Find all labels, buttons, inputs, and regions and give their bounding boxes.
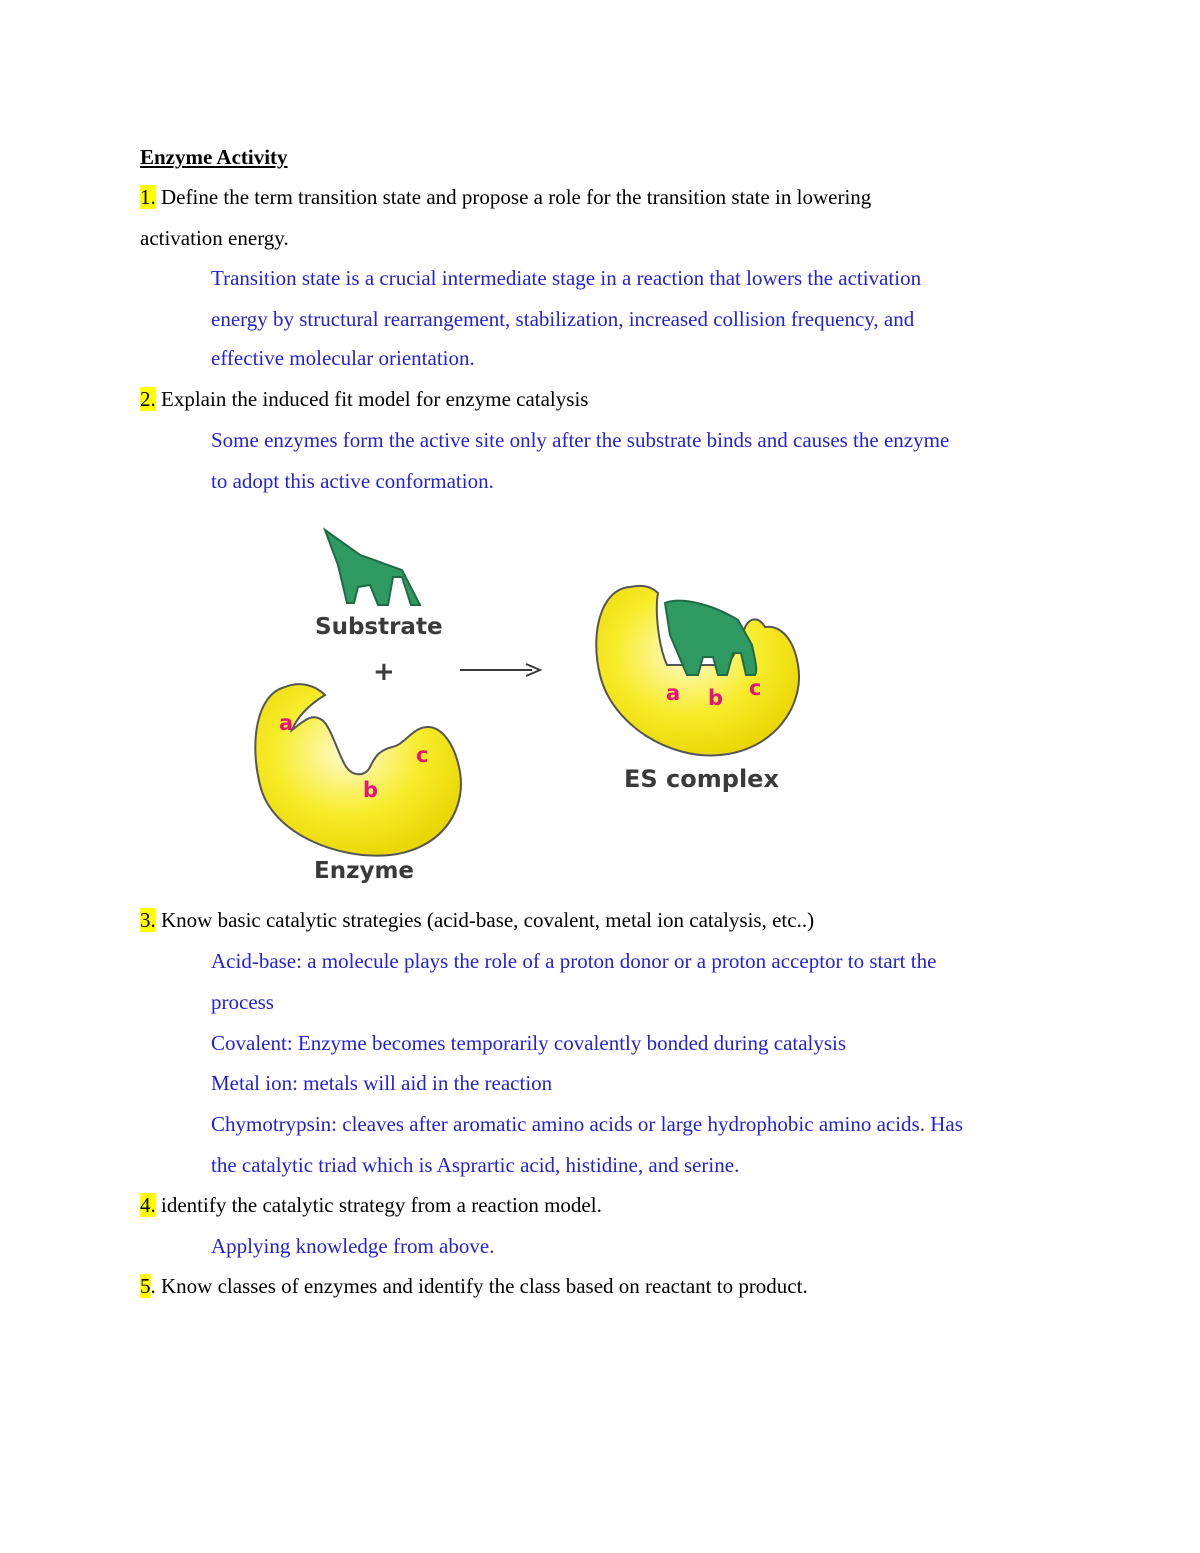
question-number: 1. <box>140 185 156 209</box>
enzyme-label: Enzyme <box>314 858 415 884</box>
answer-3-line: the catalytic triad which is Asprartic acid, histidine, and serine. <box>211 1153 740 1177</box>
es-site-label-b: b <box>708 686 724 710</box>
question-5 <box>140 1272 808 1300</box>
answer-1-line: effective molecular orientation. <box>211 346 475 370</box>
question-1-continued: activation energy. <box>140 226 289 250</box>
answer-2-line: Some enzymes form the active site only after the substrate binds and causes the enzyme <box>211 428 950 452</box>
es-site-label-c: c <box>749 676 762 700</box>
enzyme-shape <box>255 684 461 855</box>
question-4 <box>140 1191 602 1219</box>
answer-4-line: Applying knowledge from above. <box>211 1234 495 1258</box>
question-number: 3. <box>140 908 156 932</box>
answer-3-line: Acid-base: a molecule plays the role of a proton donor or a proton acceptor to start the <box>211 949 937 973</box>
substrate-label: Substrate <box>315 614 443 640</box>
es-site-label-a: a <box>666 681 681 705</box>
answer-3-line: Chymotrypsin: cleaves after aromatic amino acids or large hydrophobic amino acids. Has <box>211 1112 963 1136</box>
site-label-a: a <box>279 711 294 735</box>
site-label-b: b <box>363 778 379 802</box>
es-complex-label: ES complex <box>624 765 779 793</box>
question-text: . Know classes of enzymes and identify the class based on reactant to product. <box>150 1274 808 1298</box>
substrate-shape <box>325 530 420 605</box>
question-text: Explain the induced fit model for enzyme catalysis <box>155 387 589 411</box>
question-text: Define the term transition state and propose a role for the transition state in lowering <box>155 185 872 209</box>
reaction-arrow-icon <box>460 664 540 676</box>
question-number: 5 <box>140 1274 151 1298</box>
question-number: 2. <box>140 387 156 411</box>
question-text: Know basic catalytic strategies (acid-base, covalent, metal ion catalysis, etc..) <box>155 908 815 932</box>
answer-2-line: to adopt this active conformation. <box>211 469 494 493</box>
answer-3-line: Covalent: Enzyme becomes temporarily covalently bonded during catalysis <box>211 1031 847 1055</box>
question-text: identify the catalytic strategy from a reaction model. <box>155 1193 602 1217</box>
site-label-c: c <box>416 743 429 767</box>
answer-1-line: energy by structural rearrangement, stabilization, increased collision frequency, and <box>211 307 915 331</box>
question-2 <box>140 385 588 413</box>
induced-fit-diagram <box>230 515 810 890</box>
question-3 <box>140 906 814 934</box>
answer-3-line: Metal ion: metals will aid in the reaction <box>211 1071 553 1095</box>
page-title: Enzyme Activity <box>140 145 288 169</box>
question-1 <box>140 183 871 211</box>
question-number: 4. <box>140 1193 156 1217</box>
bound-substrate-shape <box>665 601 756 675</box>
answer-3-line: process <box>211 990 274 1014</box>
plus-sign: + <box>373 657 395 687</box>
answer-1-line: Transition state is a crucial intermediate stage in a reaction that lowers the activation <box>211 266 922 290</box>
